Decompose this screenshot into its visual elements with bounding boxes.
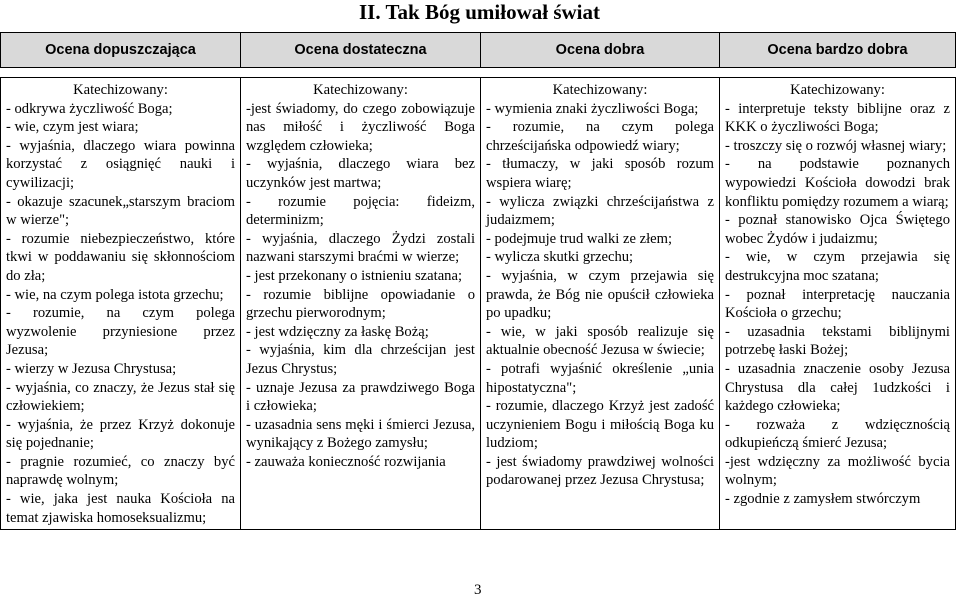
requirement-item: - wie, czym jest wiara; bbox=[6, 119, 139, 136]
requirement-item: - wie, w jaki sposób realizuje się aktualnie obecność Jezusa w świecie; bbox=[486, 323, 714, 359]
requirement-item: - wymienia znaki życzliwości Boga; bbox=[486, 100, 699, 117]
requirement-item: - okazuje szacunek„starszym braciom w wierze"; bbox=[6, 193, 235, 229]
spacer-row bbox=[1, 68, 956, 78]
requirement-item: - jest przekonany o istnieniu szatana; bbox=[246, 267, 462, 284]
header-dostateczna: Ocena dostateczna bbox=[241, 33, 481, 68]
requirement-item: - wylicza związki chrześcijaństwa z judaizmem; bbox=[486, 193, 714, 229]
katechizowany-heading: Katechizowany: bbox=[313, 82, 408, 98]
requirement-item: - uzasadnia sens męki i śmierci Jezusa, wynikający z Bożego zamysłu; bbox=[246, 416, 475, 452]
grading-table bbox=[0, 32, 956, 530]
requirement-item: - tłumaczy, w jaki sposób rozum wspiera wiarę; bbox=[486, 156, 714, 191]
page-number: 3 bbox=[474, 582, 482, 598]
requirement-item: - wyjaśnia, dlaczego wiara powinna korzystać z osiągnięć nauki i cywilizacji; bbox=[6, 137, 235, 191]
requirement-item: - wylicza skutki grzechu; bbox=[486, 249, 634, 266]
requirement-item: - wyjaśnia, w czym przejawia się prawda, że Bóg nie opuścił człowieka po upadku; bbox=[486, 267, 714, 322]
requirement-item: - uzasadnia tekstami biblijnymi potrzebę łaski Bożej; bbox=[725, 323, 950, 359]
requirement-item: - troszczy się o rozwój własnej wiary; bbox=[725, 137, 947, 154]
requirement-item: - poznał stanowisko Ojca Świętego wobec Żydów i judaizmu; bbox=[725, 212, 950, 247]
requirement-item: - odkrywa życzliwość Boga; bbox=[6, 100, 173, 117]
requirement-item: - wie, jaka jest nauka Kościoła na temat zjawiska homoseksualizmu; bbox=[6, 491, 235, 526]
requirement-item: -jest świadomy, do czego zobowiązuje nas miłość i życzliwość Boga względem człowieka; bbox=[246, 100, 475, 154]
katechizowany-heading: Katechizowany: bbox=[552, 82, 648, 98]
header-bardzo-dobra: Ocena bardzo dobra bbox=[720, 33, 956, 68]
requirement-item: - rozumie niebezpieczeństwo, które tkwi w poddawaniu się skłonnościom do zła; bbox=[6, 230, 235, 284]
column-dostateczna bbox=[241, 78, 481, 530]
requirement-item: - wyjaśnia, że przez Krzyż dokonuje się pojednanie; bbox=[6, 416, 235, 452]
page-title: II. Tak Bóg umiłował świat bbox=[359, 0, 600, 24]
column-dobra bbox=[481, 78, 720, 530]
requirement-item: - wyjaśnia, co znaczy, że Jezus stał się człowiekiem; bbox=[6, 379, 235, 415]
requirement-item: - potrafi wyjaśnić określenie „unia hipostatyczna"; bbox=[486, 360, 714, 396]
requirement-item: - pragnie rozumieć, co znaczy być naprawdę wolnym; bbox=[6, 453, 235, 489]
header-dobra: Ocena dobra bbox=[481, 33, 720, 68]
content-row bbox=[1, 78, 956, 530]
requirement-item: - wierzy w Jezusa Chrystusa; bbox=[6, 360, 177, 377]
requirement-item: - rozumie, na czym polega wyzwolenie przyniesione przez Jezusa; bbox=[6, 305, 235, 359]
requirement-item: - rozumie pojęcia: fideizm, determinizm; bbox=[246, 193, 475, 229]
header-dopuszczajaca: Ocena dopuszczająca bbox=[1, 33, 241, 68]
requirement-item: - uznaje Jezusa za prawdziwego Boga i człowieka; bbox=[246, 379, 475, 415]
requirement-item: - rozważa z wdzięcznością odkupieńczą śmierć Jezusa; bbox=[725, 416, 950, 452]
requirement-item: - wie, na czym polega istota grzechu; bbox=[6, 286, 224, 303]
requirement-item: - wyjaśnia, dlaczego wiara bez uczynków jest martwa; bbox=[246, 156, 475, 191]
column-bardzo-dobra bbox=[720, 78, 956, 530]
requirement-item: - jest wdzięczny za łaskę Bożą; bbox=[246, 323, 429, 340]
header-row bbox=[1, 33, 956, 68]
requirement-item: - wyjaśnia, dlaczego Żydzi zostali nazwani starszymi braćmi w wierze; bbox=[246, 230, 475, 266]
requirement-item: - uzasadnia znaczenie osoby Jezusa Chrystusa dla całej 1udzkości i każdego człowieka; bbox=[725, 360, 950, 415]
requirement-item: - rozumie biblijne opowiadanie o grzechu pierworodnym; bbox=[246, 286, 475, 322]
requirement-item: - zgodnie z zamysłem stwórczym bbox=[725, 491, 921, 508]
requirement-item: - interpretuje teksty biblijne oraz z KKK o życzliwości Boga; bbox=[725, 100, 950, 136]
requirement-item: - wie, w czym przejawia się destrukcyjna moc szatana; bbox=[725, 249, 950, 284]
requirement-item: - rozumie, dlaczego Krzyż jest zadość uczynieniem Bogu i miłością Boga ku ludziom; bbox=[486, 398, 714, 452]
requirement-item: -jest wdzięczny za możliwość bycia wolnym; bbox=[725, 453, 950, 489]
requirement-item: - poznał interpretację nauczania Kościoła o grzechu; bbox=[725, 286, 950, 322]
requirement-item: - rozumie, na czym polega chrześcijańska odpowiedź wiary; bbox=[486, 119, 714, 154]
requirement-item: - podejmuje trud walki ze złem; bbox=[486, 230, 673, 247]
requirement-item: - jest świadomy prawdziwej wolności podarowanej przez Jezusa Chrystusa; bbox=[486, 453, 714, 489]
katechizowany-heading: Katechizowany: bbox=[73, 82, 168, 98]
requirement-item: - na podstawie poznanych wypowiedzi Kościoła dowodzi brak konfliktu pomiędzy rozumem a wiarą; bbox=[725, 156, 950, 210]
requirement-item: - wyjaśnia, kim dla chrześcijan jest Jezus Chrystus; bbox=[246, 342, 475, 377]
column-dopuszczajaca bbox=[1, 78, 241, 530]
katechizowany-heading: Katechizowany: bbox=[790, 82, 885, 98]
requirement-item: - zauważa konieczność rozwijania bbox=[246, 453, 446, 470]
